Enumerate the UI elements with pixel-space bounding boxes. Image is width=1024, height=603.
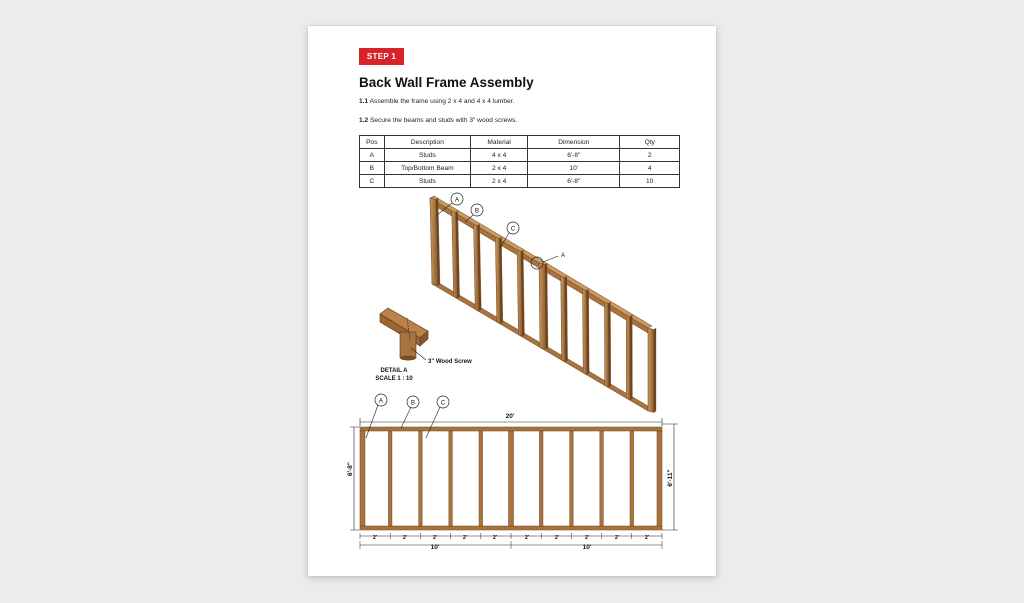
iso-stud-side <box>587 289 590 374</box>
iso-stud <box>626 315 630 400</box>
detail-stud-base <box>400 356 416 361</box>
front-stud <box>600 431 604 526</box>
iso-stud-side <box>608 302 610 387</box>
iso-stud <box>583 289 588 374</box>
callout-label: A <box>454 197 460 204</box>
cell-qty: 2 <box>620 149 680 162</box>
iso-stud-side <box>654 328 656 413</box>
cell-dimension: 6'-8" <box>528 175 620 188</box>
spacing-label: 2' <box>584 535 590 541</box>
spacing-label: 2' <box>372 535 378 541</box>
isometric-wall-view <box>430 196 656 413</box>
front-stud <box>509 431 514 526</box>
section-label-right: 10' <box>582 544 592 551</box>
callout-front-a <box>366 394 387 438</box>
instruction-number: 1.2 <box>359 117 369 124</box>
cell-description: Studs <box>384 175 470 188</box>
callout-label: A <box>378 398 384 405</box>
front-stud <box>388 431 392 526</box>
front-elevation-view <box>350 418 678 549</box>
screw-label: 3" Wood Screw <box>428 359 472 365</box>
header-qty: Qty <box>620 136 680 149</box>
iso-stud <box>604 302 608 387</box>
spacing-label: 2' <box>492 535 498 541</box>
spacing-label: 2' <box>614 535 620 541</box>
instruction-text: Secure the beams and studs with 3" wood screws. <box>370 117 518 124</box>
cell-pos: A <box>360 149 385 162</box>
instruction-text: Assemble the frame using 2 x 4 and 4 x 4 lumber. <box>369 98 515 105</box>
header-material: Material <box>471 136 528 149</box>
cell-qty: 4 <box>620 162 680 175</box>
front-stud <box>360 431 365 526</box>
front-bottom-beam <box>360 526 662 530</box>
cell-description: Studs <box>384 149 470 162</box>
spacing-label: 2' <box>524 535 530 541</box>
front-stud <box>449 431 453 526</box>
instruction-number: 1.1 <box>359 98 369 105</box>
spacing-label: 2' <box>402 535 408 541</box>
front-stud <box>419 431 423 526</box>
page-title: Back Wall Frame Assembly <box>359 75 534 90</box>
front-stud <box>539 431 543 526</box>
cell-pos: B <box>360 162 385 175</box>
callout-front-b <box>401 396 419 428</box>
cell-dimension: 6'-8" <box>528 149 620 162</box>
front-top-beam <box>360 427 662 431</box>
callout-label: A <box>560 253 566 259</box>
detail-stud <box>400 332 416 358</box>
spacing-label: 2' <box>432 535 438 541</box>
left-height-label: 6'-8" <box>347 461 354 477</box>
callout-label: B <box>474 208 480 215</box>
front-stud <box>570 431 574 526</box>
cell-dimension: 10' <box>528 162 620 175</box>
front-stud <box>479 431 483 526</box>
detail-scale: SCALE 1 : 10 <box>375 376 413 382</box>
header-description: Description <box>384 136 470 149</box>
instruction-sheet <box>308 26 716 576</box>
iso-stud-side <box>630 315 632 400</box>
section-label-left: 10' <box>430 544 440 551</box>
cell-description: Top/Bottom Beam <box>384 162 470 175</box>
cell-material: 2 x 4 <box>471 175 528 188</box>
detail-a-view <box>375 308 472 382</box>
iso-stud <box>648 328 654 413</box>
cell-material: 4 x 4 <box>471 149 528 162</box>
callout-label: C <box>440 400 446 407</box>
header-dimension: Dimension <box>528 136 620 149</box>
overall-width-label: 20' <box>505 413 515 420</box>
spacing-label: 2' <box>554 535 560 541</box>
cell-qty: 10 <box>620 175 680 188</box>
iso-stud <box>539 263 546 349</box>
spacing-label: 2' <box>644 535 650 541</box>
right-height-label: 6'-11" <box>667 469 674 487</box>
callout-label: C <box>510 226 516 233</box>
detail-name: DETAIL A <box>380 368 408 374</box>
callout-iso-b <box>465 204 483 222</box>
front-stud <box>630 431 634 526</box>
cell-pos: C <box>360 175 385 188</box>
assembly-drawing <box>308 26 716 576</box>
cell-material: 2 x 4 <box>471 162 528 175</box>
header-pos: Pos <box>360 136 385 149</box>
spacing-label: 2' <box>462 535 468 541</box>
front-stud <box>657 431 662 526</box>
callout-label: B <box>410 400 416 407</box>
step-badge: STEP 1 <box>359 48 404 65</box>
callout-front-c <box>426 396 449 438</box>
